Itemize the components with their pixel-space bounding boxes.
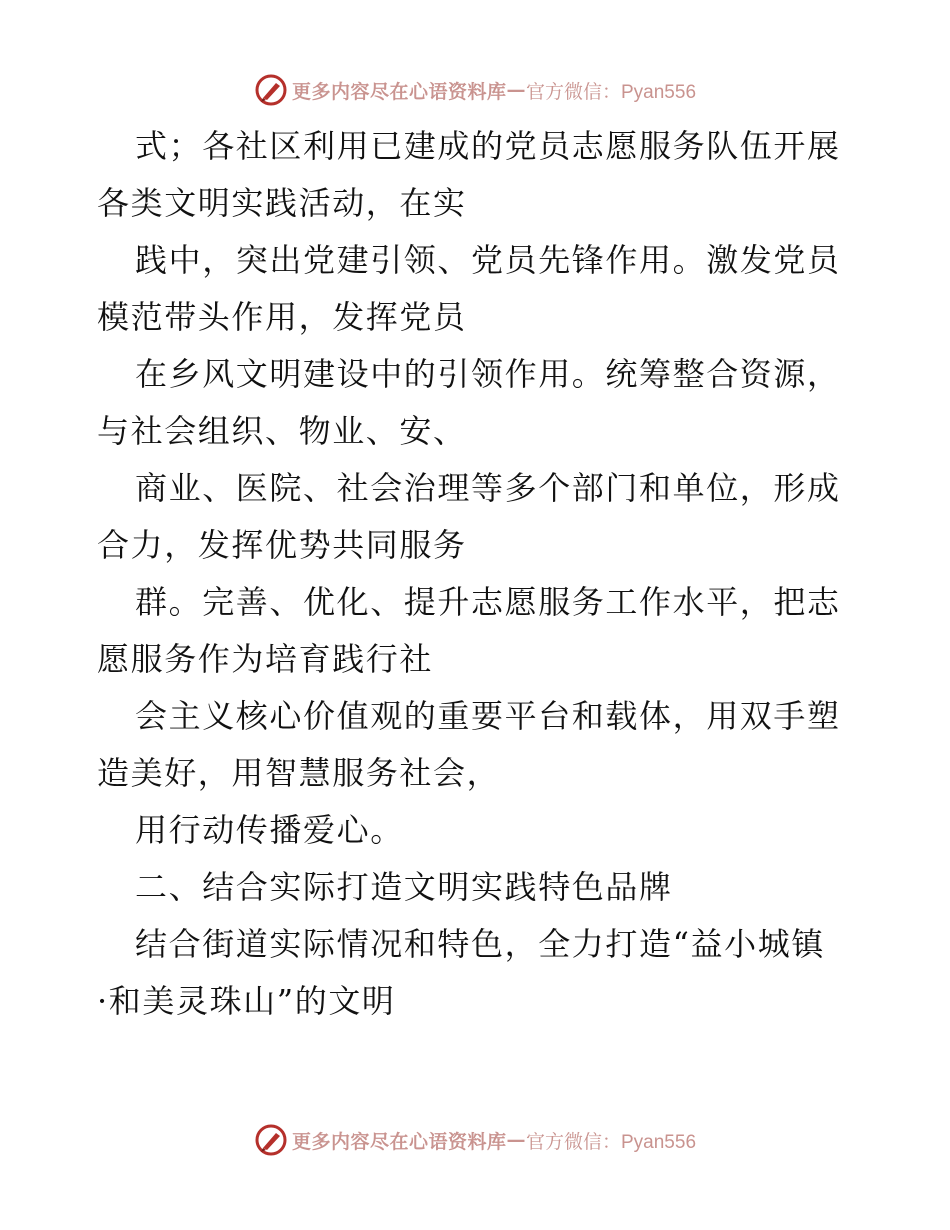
text-line: 商业、医院、社会治理等多个部门和单位，形成 [135,469,841,507]
footer-separator: — [506,1129,526,1151]
pen-logo-icon [254,73,288,107]
text-line: 践中，突出党建引领、党员先锋作用。激发党员 [135,241,841,279]
text-line: 模范带头作用，发挥党员 [97,298,467,336]
text-line: 用行动传播爱心。 [135,811,404,849]
text-line: 愿服务作为培育践行社 [97,640,434,678]
header-separator: — [506,79,526,101]
footer-banner [0,1120,950,1160]
paragraph [97,688,857,802]
paragraph [97,232,857,346]
footer-wechat-text: 官方微信：Pyan556 [526,1131,697,1153]
text-line: 造美好，用智慧服务社会， [97,754,501,792]
paragraph [97,916,857,1030]
paragraph [97,802,857,859]
paragraph [97,118,857,232]
text-line: 会主义核心价值观的重要平台和载体，用双手塑 [135,697,841,735]
paragraph [97,574,857,688]
text-line: 与社会组织、物业、安、 [97,412,467,450]
paragraph [97,346,857,460]
text-line: 各类文明实践活动，在实 [97,184,467,222]
section-heading [97,859,857,916]
text-line: 结合街道实际情况和特色，全力打造“益小城镇 [135,925,825,963]
text-line: 群。完善、优化、提升志愿服务工作水平，把志 [135,583,841,621]
text-line: 合力，发挥优势共同服务 [97,526,467,564]
text-line: 在乡风文明建设中的引领作用。统筹整合资源， [135,355,841,393]
paragraph [97,460,857,574]
text-line: 二、结合实际打造文明实践特色品牌 [135,868,673,906]
document-body [97,118,857,1030]
text-line: ·和美灵珠山”的文明 [97,982,396,1020]
text-line: 式；各社区利用已建成的党员志愿服务队伍开展 [135,127,841,165]
pen-logo-icon [254,1123,288,1157]
header-site-text: 更多内容尽在心语资料库 [291,80,507,103]
header-banner [0,70,950,110]
footer-site-text: 更多内容尽在心语资料库 [291,1130,507,1153]
header-wechat-text: 官方微信：Pyan556 [526,81,697,103]
